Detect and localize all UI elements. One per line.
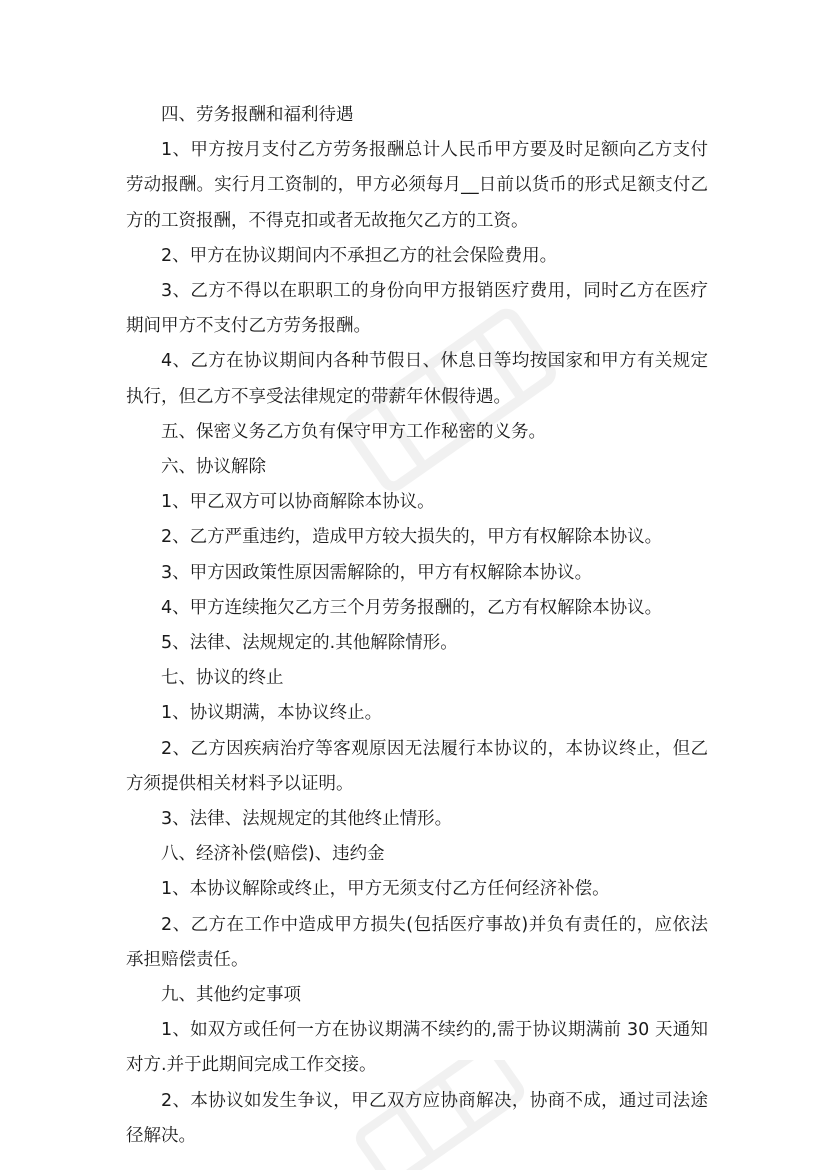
- paragraph-4-3: 3、乙方不得以在职职工的身份向甲方报销医疗费用，同时乙方在医疗期间甲方不支付乙方劳务报酬。: [126, 281, 708, 337]
- paragraph-4-1: 1、甲方按月支付乙方劳务报酬总计人民币甲方要及时足额向乙方支付劳动报酬。实行月工资制的，甲方必须每月__日前以货币的形式足额支付乙方的工资报酬，不得克扣或者无故拖欠乙方的工资。: [126, 140, 708, 231]
- paragraph-7-1: 1、协议期满，本协议终止。: [161, 703, 383, 724]
- paragraph-6-3: 3、甲方因政策性原因需解除的，甲方有权解除本协议。: [161, 562, 593, 583]
- section-heading-7: 七、协议的终止: [161, 668, 284, 689]
- document-body: [126, 98, 708, 1154]
- paragraph-4-4: 4、乙方在协议期间内各种节假日、休息日等均按国家和甲方有关规定执行，但乙方不享受法律规定的带薪年休假待遇。: [126, 351, 708, 407]
- paragraph-6-5: 5、法律、法规规定的.其他解除情形。: [161, 633, 458, 654]
- paragraph-6-1: 1、甲乙双方可以协商解除本协议。: [161, 492, 435, 513]
- paragraph-6-4: 4、甲方连续拖欠乙方三个月劳务报酬的，乙方有权解除本协议。: [161, 597, 663, 618]
- section-heading-6: 六、协议解除: [161, 457, 266, 478]
- section-heading-5: 五、保密义务乙方负有保守甲方工作秘密的义务。: [161, 421, 546, 442]
- paragraph-7-2: 2、乙方因疾病治疗等客观原因无法履行本协议的，本协议终止，但乙方须提供相关材料予以证明。: [126, 738, 708, 794]
- section-heading-8: 八、经济补偿(赔偿)、违约金: [161, 844, 385, 865]
- paragraph-4-2: 2、甲方在协议期间内不承担乙方的社会保险费用。: [161, 245, 558, 266]
- paragraph-9-2: 2、本协议如发生争议，甲乙双方应协商解决，协商不成，通过司法途径解决。: [126, 1090, 708, 1146]
- section-heading-4: 四、劳务报酬和福利待遇: [161, 105, 354, 125]
- paragraph-8-2: 2、乙方在工作中造成甲方损失(包括医疗事故)并负有责任的，应依法承担赔偿责任。: [126, 914, 708, 970]
- paragraph-8-1: 1、本协议解除或终止，甲方无须支付乙方任何经济补偿。: [161, 879, 610, 900]
- paragraph-7-3: 3、法律、法规规定的其他终止情形。: [161, 809, 453, 830]
- section-heading-9: 九、其他约定事项: [161, 985, 301, 1006]
- paragraph-9-1: 1、如双方或任何一方在协议期满不续约的,需于协议期满前 30 天通知对方.并于此期间完成工作交接。: [126, 1020, 708, 1076]
- paragraph-6-2: 2、乙方严重违约，造成甲方较大损失的，甲方有权解除本协议。: [161, 527, 663, 548]
